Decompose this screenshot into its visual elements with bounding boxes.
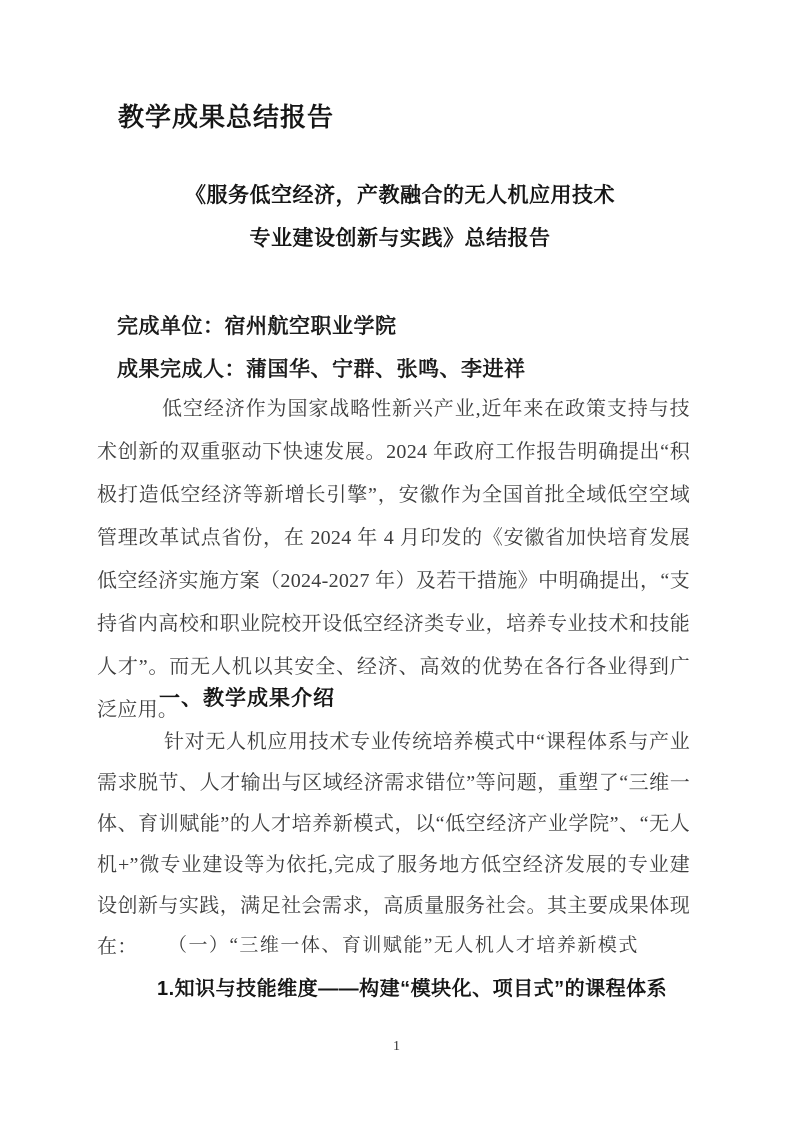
document-header-title: 教学成果总结报告: [118, 102, 335, 132]
report-title: [100, 174, 700, 260]
report-title-line1: 《服务低空经济，产教融合的无人机应用技术: [185, 184, 615, 207]
intro-paragraph: 低空经济作为国家战略性新兴产业,近年来在政策支持与技术创新的双重驱动下快速发展。2024 年政府工作报告明确提出“积极打造低空经济等新增长引擎”，安徽作为全国首批全域低空空域管理改革试点省份，在 2024 年 4 月印发的《安徽省加快培育发展低空经济实施方案（2024-2027 年）及若干措施》中明确提出，“支持省内高校和职业院校开设低空经济类专业，培养专业技术和技能人才”。而无人机以其安全、经济、高效的优势在各行各业得到广泛应用。: [97, 398, 690, 721]
subheading-curriculum: 1.知识与技能维度——构建“模块化、项目式”的课程体系: [157, 978, 668, 1000]
report-title-line2: 专业建设创新与实践》总结报告: [249, 227, 551, 250]
achievement-authors: 成果完成人：蒲国华、宁群、张鸣、李进祥: [117, 357, 526, 381]
completing-unit: 完成单位：宿州航空职业学院: [117, 314, 397, 338]
subheading-model: （一）“三维一体、育训赋能”无人机人才培养新模式: [168, 935, 639, 956]
section-1-paragraph: 针对无人机应用技术专业传统培养模式中“课程体系与产业需求脱节、人才输出与区域经济需求错位”等问题，重塑了“三维一体、育训赋能”的人才培养新模式，以“低空经济产业学院”、“无人机+”微专业建设等为依托,完成了服务地方低空经济发展的专业建设创新与实践，满足社会需求，高质量服务社会。其主要成果体现在：: [97, 731, 690, 958]
section-heading-1: 一、教学成果介绍: [159, 687, 335, 710]
page-number: 1: [393, 1039, 400, 1054]
